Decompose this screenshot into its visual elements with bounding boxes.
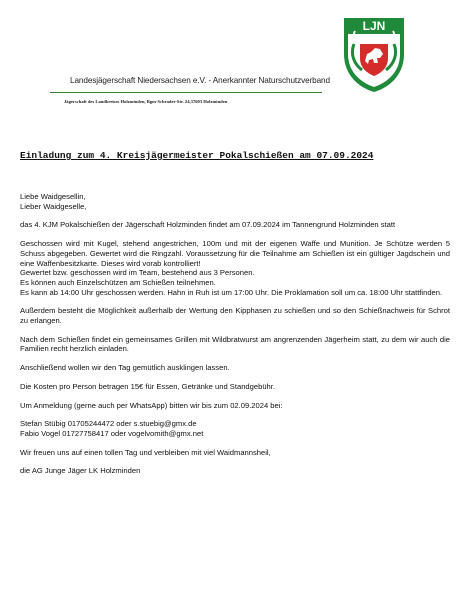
closing-paragraph: Wir freuen uns auf einen tollen Tag und verbleiben mit viel Waidmannsheil, xyxy=(20,447,271,457)
rules-paragraph-4: Es kann ab 14:00 Uhr geschossen werden. Hahn in Ruh ist um 17:00 Uhr. Die Proklamation soll um ca. 18:00 Uhr stattfinden. xyxy=(20,287,443,297)
rules-paragraph-1: Geschossen wird mit Kugel, stehend angestrichen, 100m und mit der eigenen Waffe und Munition. Je Schütze werden 5 Schuss abgegeben. Gewertet wird die Ringzahl. Voraussetzung für die Teilnahme am Schießen ist ein gültiger Jagdschein und eine Waffenbesitzkarte. Dieses wird vorab kontrolliert! xyxy=(20,239,450,268)
costs-paragraph: Die Kosten pro Person betragen 15€ für Essen, Getränke und Standgebühr. xyxy=(20,381,275,391)
greeting-line-2: Lieber Waidgeselle, xyxy=(20,201,87,211)
signature: die AG Junge Jäger LK Holzminden xyxy=(20,466,141,476)
document-title: Einladung zum 4. Kreisjägermeister Pokalschießen am 07.09.2024 xyxy=(20,150,374,161)
organization-address: Jägerschaft des Landkreises Holzminden, Bgm-Schrader-Str. 24,37603 Holzminden xyxy=(64,99,228,104)
grill-paragraph: Nach dem Schießen findet ein gemeinsames Grillen mit Wildbratwurst am angrenzenden Jägerheim statt, zu dem wir auch die Familien recht herzlich einladen. xyxy=(20,334,450,354)
header-divider xyxy=(50,92,322,93)
ljn-crest-logo xyxy=(340,14,408,94)
extra-paragraph: Außerdem besteht die Möglichkeit außerhalb der Wertung den Kipphasen zu schießen und so den Schießnachweis für Schrot zu erlangen. xyxy=(20,306,450,326)
signup-paragraph: Um Anmeldung (gerne auch per WhatsApp) bitten wir bis zum 02.09.2024 bei: xyxy=(20,400,283,410)
contacts xyxy=(20,419,450,438)
letter-body xyxy=(20,192,450,485)
contact-line-1: Stefan Stübig 01705244472 oder s.stuebig@gmx.de xyxy=(20,419,197,429)
rules-paragraph-2: Gewertet bzw. geschossen wird im Team, bestehend aus 3 Personen. xyxy=(20,268,255,278)
greeting-line-1: Liebe Waidgesellin, xyxy=(20,192,86,201)
svg-text:LJN: LJN xyxy=(362,19,386,33)
rules-paragraph-3: Es können auch Einzelschützen am Schießen teilnehmen. xyxy=(20,277,216,287)
organization-name: Landesjägerschaft Niedersachsen e.V. - Anerkannter Naturschutzverband xyxy=(70,76,330,85)
intro-paragraph: das 4. KJM Pokalschießen der Jägerschaft Holzminden findet am 07.09.2024 im Tannengrund Holzminden statt xyxy=(20,220,396,230)
end-paragraph: Anschließend wollen wir den Tag gemütlich ausklingen lassen. xyxy=(20,363,230,373)
contact-line-2: Fabio Vogel 01727758417 oder vogelvomith@gmx.net xyxy=(20,428,204,438)
greeting xyxy=(20,192,450,211)
